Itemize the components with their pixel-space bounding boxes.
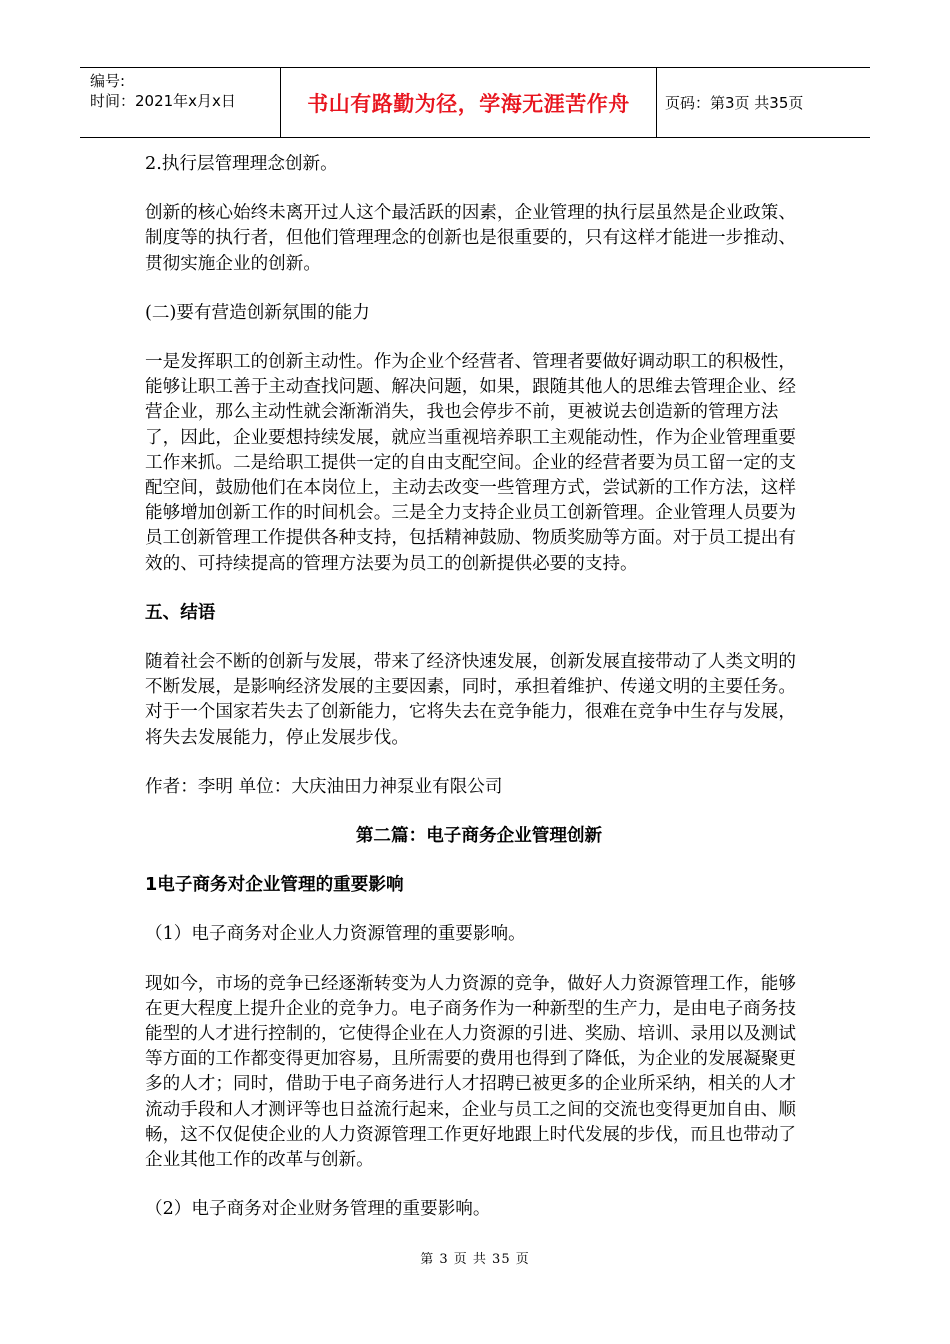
paragraph: 现如今，市场的竞争已经逐渐转变为人力资源的竞争，做好人力资源管理工作，能够在更大程度上提升企业的竞争力。电子商务作为一种新型的生产力，是由电子商务技能型的人才进行控制的，它使得企业在人力资源的引进、奖励、培训、录用以及测试等方面的工作都变得更加容易，且所需要的费用也得到了降低，为企业的发展凝聚更多的人才；同时，借助于电子商务进行人才招聘已被更多的企业所采纳，相关的人才流动手段和人才测评等也日益流行起来，企业与员工之间的交流也变得更加自由、顺畅，这不仅促使企业的人力资源管理工作更好地跟上时代发展的步伐，而且也带动了企业其他工作的改革与创新。: [145, 973, 796, 1171]
subheading: (二)要有营造创新氛围的能力: [145, 302, 370, 323]
paragraph: 随着社会不断的创新与发展，带来了经济快速发展，创新发展直接带动了人类文明的不断发展，是影响经济发展的主要因素，同时，承担着维护、传递文明的主要任务。对于一个国家若失去了创新能力，它将失去在竞争能力，很难在竞争中生存与发展，将失去发展能力，停止发展步伐。: [145, 652, 796, 748]
paragraph: 一是发挥职工的创新主动性。作为企业个经营者、管理者要做好调动职工的积极性，能够让职工善于主动查找问题、解决问题，如果，跟随其他人的思维去管理企业、经营企业，那么主动性就会渐渐消失，我也会停步不前，更被说去创造新的管理方法了，因此，企业要想持续发展，就应当重视培养职工主观能动性，作为企业管理重要工作来抓。二是给职工提供一定的自由支配空间。企业的经营者要为员工留一定的支配空间，鼓励他们在本岗位上，主动去改变一些管理方式，尝试新的工作方法，这样能够增加创新工作的时间机会。三是全力支持企业员工创新管理。企业管理人员要为员工创新管理工作提供各种支持，包括精神鼓励、物质奖励等方面。对于员工提出有效的、可持续提高的管理方法要为员工的创新提供必要的支持。: [145, 352, 796, 574]
paragraph: 创新的核心始终未离开过人这个最活跃的因素，企业管理的执行层虽然是企业政策、制度等的执行者，但他们管理理念的创新也是很重要的，只有这样才能进一步推动、贯彻实施企业的创新。: [145, 203, 796, 274]
page-footer: 第 3 页 共 35 页: [420, 1252, 530, 1267]
header-meta: [80, 68, 281, 137]
time-label: 时间：2021年x月x日: [90, 92, 236, 110]
section-heading: 1电子商务对企业管理的重要影响: [145, 875, 404, 896]
code-label: 编号:: [90, 72, 126, 90]
author-line: 作者：李明 单位：大庆油田力神泵业有限公司: [145, 776, 503, 797]
page-header: [80, 67, 870, 138]
section-heading: 五、结语: [145, 602, 216, 623]
subheading: （2）电子商务对企业财务管理的重要影响。: [145, 1199, 491, 1220]
part-title: 第二篇：电子商务企业管理创新: [355, 826, 603, 847]
header-page-info: 页码：第3页 共35页: [665, 94, 804, 112]
document-body: [145, 152, 813, 1223]
paragraph: 2.执行层管理理念创新。: [145, 154, 338, 174]
subheading: （1）电子商务对企业人力资源管理的重要影响。: [145, 924, 526, 945]
header-motto: 书山有路勤为径，学海无涯苦作舟: [281, 68, 657, 137]
